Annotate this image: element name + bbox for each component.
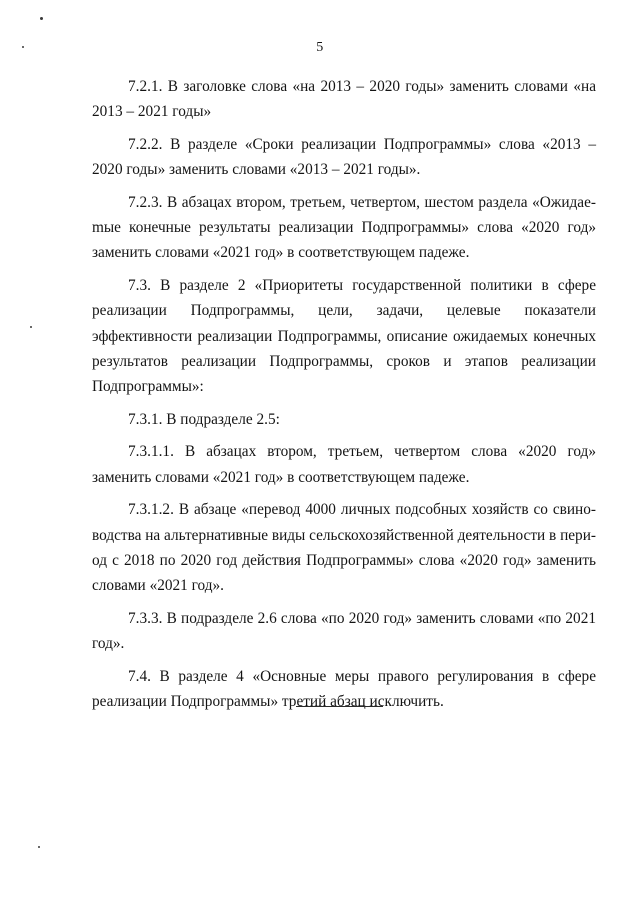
document-body [92,74,596,721]
paragraph-7-3-1-1: 7.3.1.1. В абзацах втором, третьем, четвертом слова «2020 год» заменить словами «2021 год» в соответствующем падеже. [92,443,596,486]
page-number: 5 [316,40,324,55]
paragraph-7-2-3: 7.2.3. В абзацах втором, третьем, четвертом, шестом раздела «Ожидаеmые конечные результаты реализации Подпрограммы» слова «2020 год» заменить словами «2021 год» в соответствующем падеже. [92,193,596,262]
scan-speck [30,326,32,328]
scan-speck [38,846,40,848]
paragraph-7-3-3: 7.3.3. В подразделе 2.6 слова «по 2020 год» заменить словами «по 2021 год». [92,609,596,653]
end-of-document-rule [296,706,383,707]
paragraph-7-2-2: 7.2.2. В разделе «Сроки реализации Подпрограммы» слова «2013 – 2020 годы» заменить словами «2013 – 2021 годы». [92,135,596,179]
paragraph-7-4: 7.4. В разделе 4 «Основные меры правого регулирования в сфере реализации Подпрограммы» третий абзац исключить. [92,667,596,710]
paragraph-7-3: 7.3. В разделе 2 «Приоритеты государственной политики в сфере реализации Подпрограммы, цели, задачи, целевые показатели эффективности реализации Подпрограммы, описание ожидаемых конечных результатов реализации Подпрограммы, сроков и этапов реализации Подпрограммы»: [92,276,596,396]
paragraph-7-3-1: 7.3.1. В подразделе 2.5: [128,410,280,428]
paragraph-7-2-1: 7.2.1. В заголовке слова «на 2013 – 2020 годы» заменить словами «на 2013 – 2021 годы» [92,78,596,121]
paragraph-7-3-1-2: 7.3.1.2. В абзаце «перевод 4000 личных подсобных хозяйств со свиноводства на альтернативные виды сельскохозяйственной деятельности в период с 2018 по 2020 год действия Подпрограммы» слова «2020 год» заменить словами «2021 год». [92,501,596,595]
scan-speck [40,17,43,20]
